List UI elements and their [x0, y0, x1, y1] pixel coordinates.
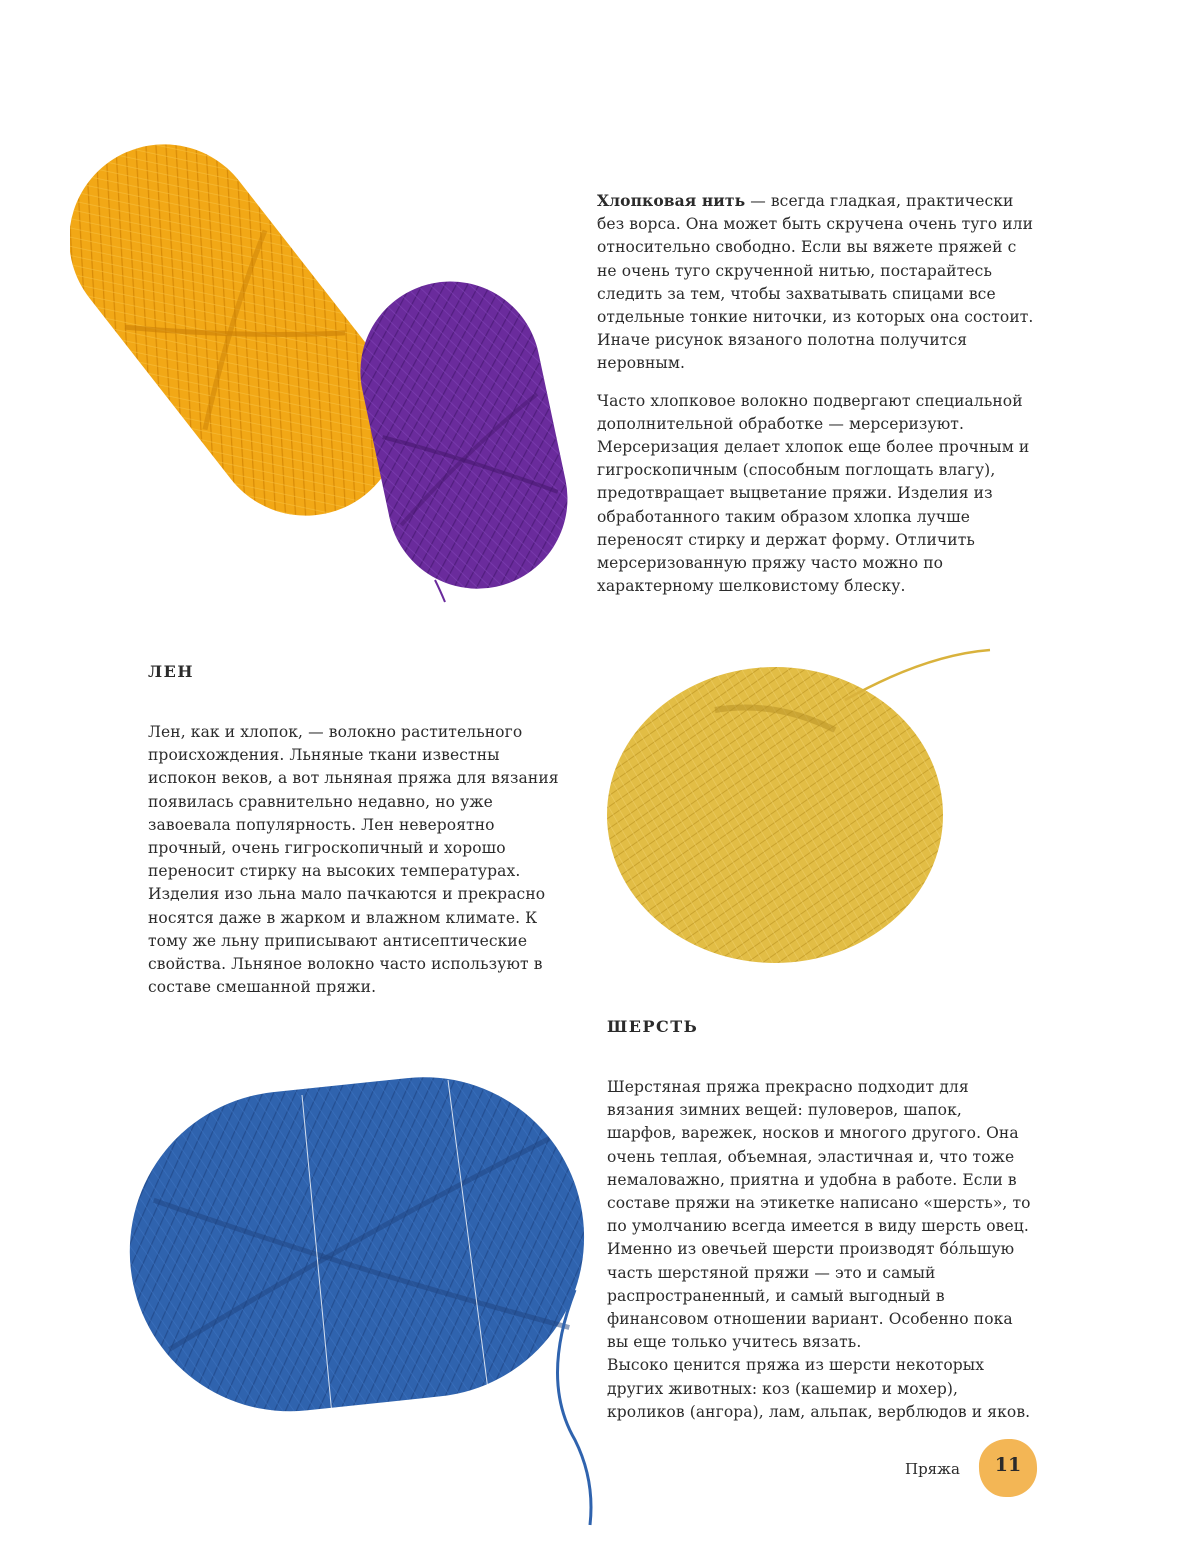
purple-yarn-skein-image — [345, 270, 585, 610]
cotton-paragraph-1-text: — всегда гладкая, практически без ворса. Она может быть скручена очень туго или относительно свободно. Если вы вяжете пряжей с не очень туго скрученной нитью, постарайтесь следить за тем, чтобы захватывать спицами все отдельные тонкие ниточки, из которых она состоит. Иначе рисунок вязаного полотна получится неровным. — [597, 192, 1034, 373]
yellow-yarn-ball-image — [595, 640, 1005, 970]
wool-heading: ШЕРСТЬ — [607, 1017, 699, 1036]
page-number: 11 — [994, 1454, 1022, 1476]
blue-yarn-skein-image — [120, 1060, 610, 1530]
cotton-paragraph-2: Часто хлопковое волокно подвергают специальной дополнительной обработке — мерсеризуют. Мерсеризация делает хлопок еще более прочным и гигроскопичным (способным поглощать влагу), предотвращает выцветание пряжи. Изделия из обработанного таким образом хлопка лучше переносят стирку и держат форму. Отличить мерсеризованную пряжу часто можно по характерному шелковистому блеску. — [597, 391, 1030, 596]
cotton-lead-term: Хлопковая нить — [597, 191, 746, 210]
linen-heading: ЛЕН — [148, 662, 194, 681]
linen-section — [148, 721, 563, 1013]
linen-paragraph: Лен, как и хлопок, — волокно растительного происхождения. Льняные ткани известны испокон веков, а вот льняная пряжа для вязания появилась сравнительно недавно, но уже завоевала популярность. Лен невероятно прочный, очень гигроскопичный и хорошо переносит стирку на высоких температурах. Изделия изо льна мало пачкаются и прекрасно носятся даже в жарком и влажном климате. К тому же льну приписывают антисептические свойства. Льняное волокно часто используют в составе смешанной пряжи. — [148, 723, 559, 997]
page-number-badge — [976, 1436, 1040, 1500]
wool-paragraph-1: Шерстяная пряжа прекрасно подходит для вязания зимних вещей: пуловеров, шапок, шарфов, варежек, носков и многого другого. Она очень теплая, объемная, эластичная и, что тоже немаловажно, приятна и удобна в работе. Если в составе пряжи на этикетке написано «шерсть», то по умолчанию всегда имеется в виду шерсть овец. Именно из овечьей шерсти производят бóльшую часть шерстяной пряжи — это и самый распространенный, и самый выгодный в финансовом отношении вариант. Особенно пока вы еще только учитесь вязать. — [607, 1078, 1031, 1352]
cotton-paragraph-1 — [597, 189, 1037, 376]
footer-section-label: Пряжа — [905, 1460, 960, 1478]
wool-paragraph-2: Высоко ценится пряжа из шерсти некоторых других животных: коз (кашемир и мохер), кроликов (ангора), лам, альпак, верблюдов и яков. — [607, 1356, 1031, 1421]
cotton-section — [597, 189, 1037, 612]
wool-section — [607, 1076, 1032, 1424]
